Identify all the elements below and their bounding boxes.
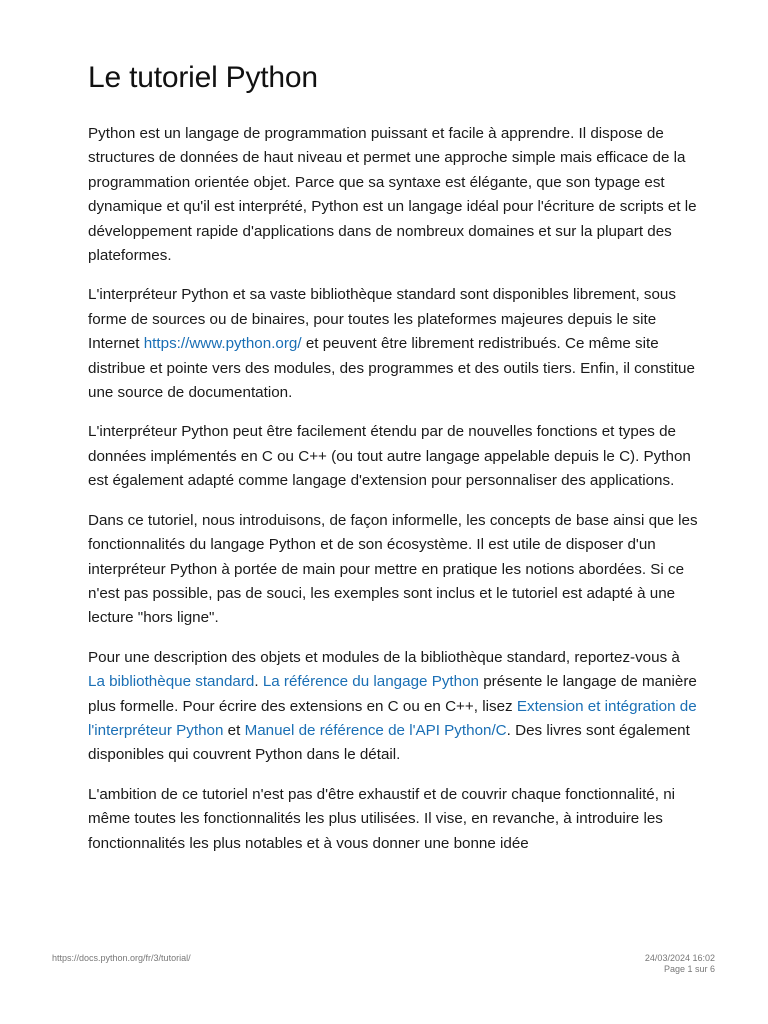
extending-embedding-link[interactable]: Extension et intégration de l'interpréteur Python [88, 697, 697, 739]
paragraph-text: . Des livres sont également disponibles qui couvrent Python dans le détail. [88, 721, 690, 764]
paragraph-text: . [254, 673, 263, 691]
paragraph-ambition: L'ambition de ce tutoriel n'est pas d'être exhaustif et de couvrir chaque fonctionnalité, ni même toutes les fonctionnalités les plus utilisées. Il vise, en revanche, à introduire les fonctionnalités les plus notables et à vous donner une bonne idée [88, 785, 676, 852]
footer-url: https://docs.python.org/fr/3/tutorial/ [52, 953, 191, 963]
paragraph-tutorial-scope: Dans ce tutoriel, nous introduisons, de façon informelle, les concepts de base ainsi que les fonctionnalités du langage Python et de son écosystème. Il est utile de disposer d'un interpréteur Python à portée de main pour mettre en pratique les notions abordées. Si ce n'est pas possible, pas de souci, les exemples sont inclus et le tutoriel est adapté à une lecture "hors ligne". [88, 511, 698, 627]
paragraph-text: et peuvent être librement redistribués. Ce même site distribue et pointe vers des modules, des programmes et des outils tiers. Enfin, il constitue une source de documentation. [88, 335, 695, 402]
footer-meta [645, 953, 715, 975]
paragraph-extensibility: L'interpréteur Python peut être facilement étendu par de nouvelles fonctions et types de données implémentés en C ou C++ (ou tout autre langage appelable depuis le C). Python est également adapté comme langage d'extension pour personnaliser des applications. [88, 423, 691, 490]
language-reference-link[interactable]: La référence du langage Python [262, 673, 479, 691]
c-api-reference-link[interactable]: Manuel de référence de l'API Python/C [244, 721, 507, 739]
standard-library-link[interactable]: La bibliothèque standard [88, 673, 255, 691]
paragraph-intro: Python est un langage de programmation puissant et facile à apprendre. Il dispose de structures de données de haut niveau et permet une approche simple mais efficace de la programmation orientée objet. Parce que sa syntaxe est élégante, que son typage est dynamique et qu'il est interprété, Python est un langage idéal pour l'écriture de scripts et le développement rapide d'applications dans de nombreux domaines et sur la plupart des plateformes. [88, 125, 697, 265]
paragraph-text: présente le langage de manière plus formelle. Pour écrire des extensions en C ou en C++, lisez [88, 673, 697, 715]
paragraph-interpreter-availability [88, 283, 700, 405]
document-page [88, 60, 700, 871]
paragraph-text: Pour une description des objets et modules de la bibliothèque standard, reportez-vous à [88, 648, 680, 666]
paragraph-references [88, 646, 700, 768]
paragraph-text: et [223, 721, 245, 739]
paragraph-text: L'interpréteur Python et sa vaste bibliothèque standard sont disponibles librement, sous forme de sources ou de binaires, pour toutes les plateformes majeures depuis le site Internet [88, 286, 676, 353]
python-org-link[interactable]: https://www.python.org/ [143, 335, 302, 353]
footer-datetime: 24/03/2024 16:02 [644, 953, 715, 963]
footer-page-number: Page 1 sur 6 [663, 964, 715, 974]
page-title: Le tutoriel Python [88, 61, 318, 94]
